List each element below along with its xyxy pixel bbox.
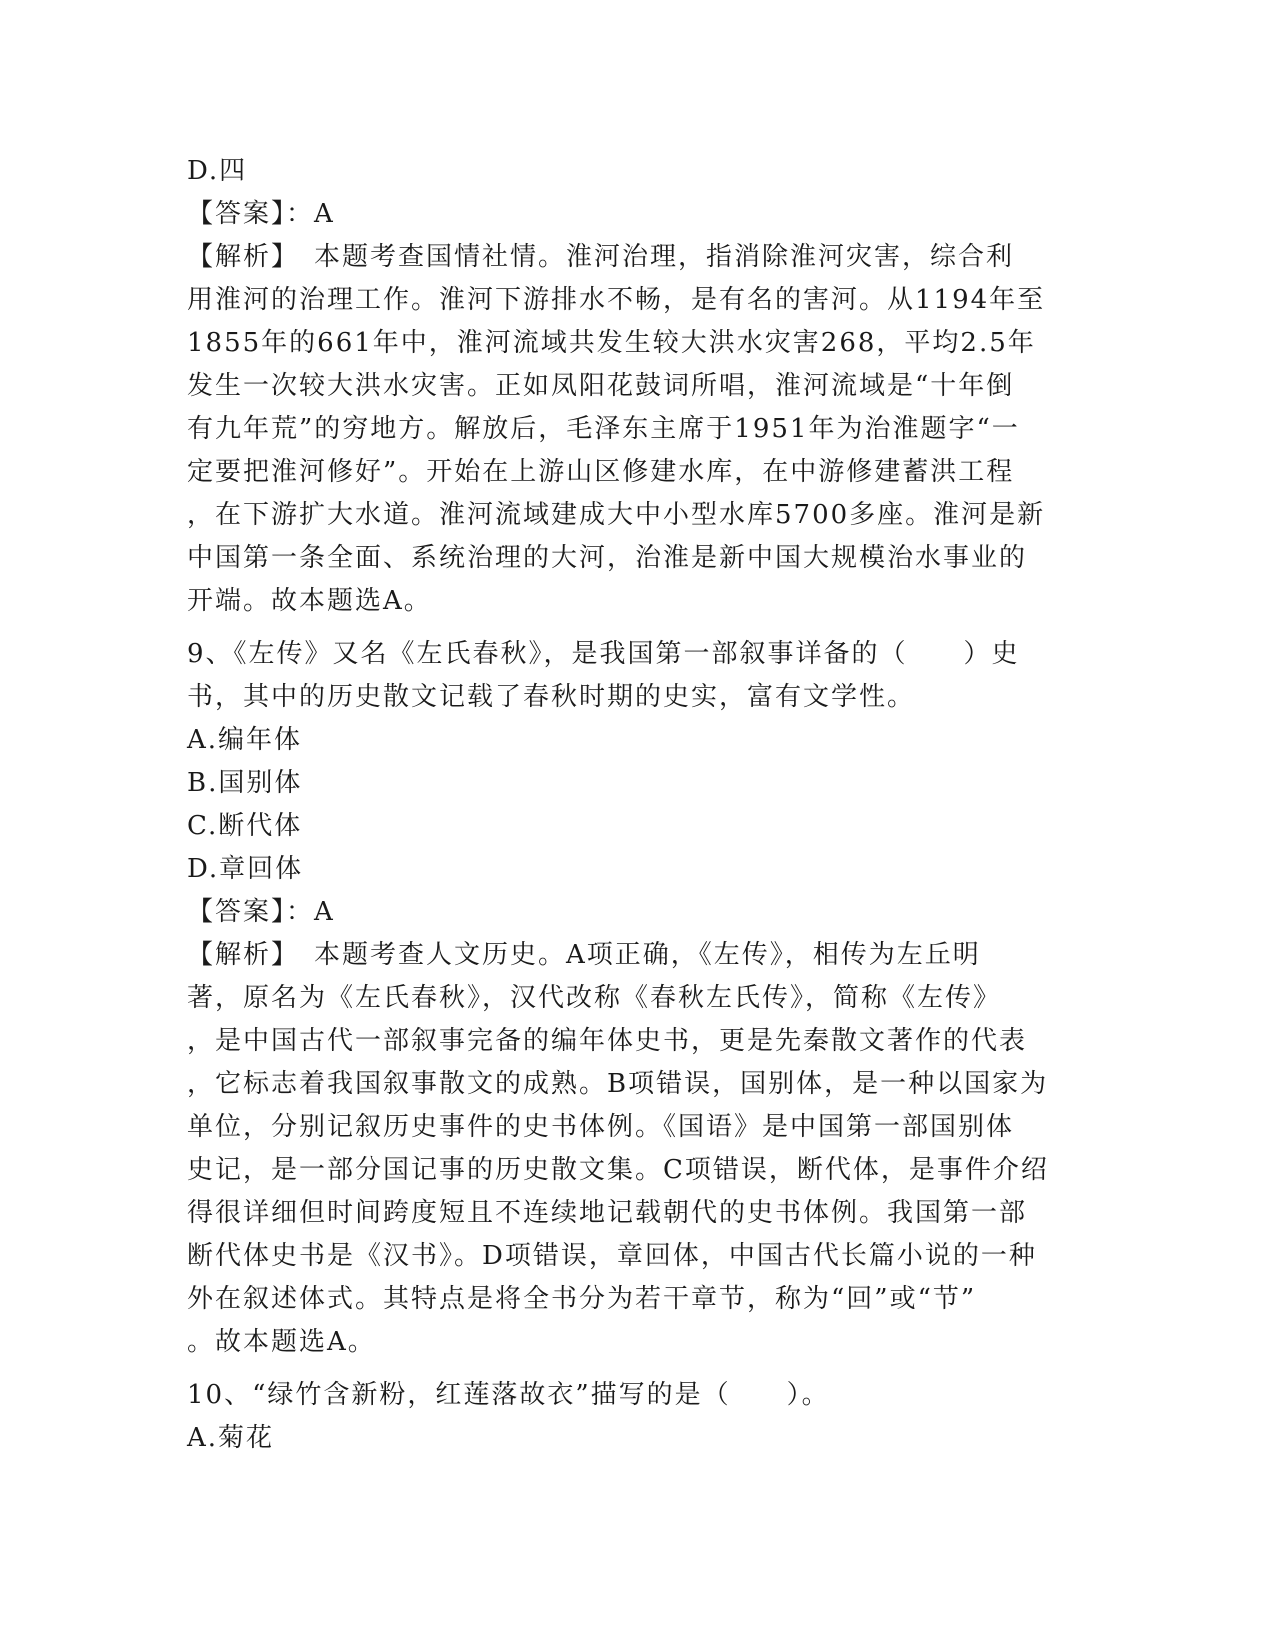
q9-analysis-line: ，它标志着我国叙事散文的成熟。B项错误，国别体，是一种以国家为 bbox=[187, 1069, 1049, 1099]
q8-analysis bbox=[187, 236, 1087, 623]
q9-analysis-line: 外在叙述体式。其特点是将全书分为若干章节，称为“回”或“节” bbox=[187, 1284, 977, 1314]
q8-analysis-line: 中国第一条全面、系统治理的大河，治淮是新中国大规模治水事业的 bbox=[187, 543, 1028, 573]
q9-question-line: 书，其中的历史散文记载了春秋时期的史实，富有文学性。 bbox=[187, 682, 916, 712]
q8-analysis-line: 有九年荒”的穷地方。解放后，毛泽东主席于1951年为治淮题字“一 bbox=[187, 414, 1020, 444]
q8-analysis-line: ，在下游扩大水道。淮河流域建成大中小型水库5700多座。淮河是新 bbox=[187, 500, 1046, 530]
q8-analysis-line: 用淮河的治理工作。淮河下游排水不畅，是有名的害河。从1194年至 bbox=[187, 285, 1046, 315]
q9-question bbox=[187, 633, 1087, 719]
q9-option-d: D.章回体 bbox=[187, 854, 304, 884]
q9-analysis-line: 得很详细但时间跨度短且不连续地记载朝代的史书体例。我国第一部 bbox=[187, 1198, 1028, 1228]
q9-option-b: B.国别体 bbox=[187, 768, 303, 798]
q9-analysis-line: ，是中国古代一部叙事完备的编年体史书，更是先秦散文著作的代表 bbox=[187, 1026, 1028, 1056]
q8-answer: 【答案】：A bbox=[187, 199, 335, 229]
q9-question-line: 9、《左传》又名《左氏春秋》，是我国第一部叙事详备的（ ）史 bbox=[187, 639, 1020, 669]
q9-option-c: C.断代体 bbox=[187, 811, 303, 841]
q8-analysis-line: 发生一次较大洪水灾害。正如凤阳花鼓词所唱，淮河流域是“十年倒 bbox=[187, 371, 1015, 401]
q9-options bbox=[187, 719, 1087, 891]
q9-answer: 【答案】：A bbox=[187, 897, 335, 927]
document-page bbox=[187, 150, 1087, 1460]
q8-analysis-line: 定要把淮河修好”。开始在上游山区修建水库，在中游修建蓄洪工程 bbox=[187, 457, 1015, 487]
q9-option-a: A.编年体 bbox=[187, 725, 303, 755]
q8-analysis-line: 【解析】 本题考查国情社情。淮河治理，指消除淮河灾害，综合利 bbox=[187, 242, 1015, 272]
q9-analysis bbox=[187, 934, 1087, 1364]
q9-analysis-line: 断代体史书是《汉书》。D项错误，章回体，中国古代长篇小说的一种 bbox=[187, 1241, 1037, 1271]
q9-analysis-line: 著，原名为《左氏春秋》，汉代改称《春秋左氏传》，简称《左传》 bbox=[187, 983, 1002, 1013]
q9-analysis-line: 【解析】 本题考查人文历史。A项正确，《左传》，相传为左丘明 bbox=[187, 940, 981, 970]
q9-analysis-line: 。故本题选A。 bbox=[187, 1327, 376, 1357]
q9-analysis-line: 史记，是一部分国记事的历史散文集。C项错误，断代体，是事件介绍 bbox=[187, 1155, 1049, 1185]
q9-analysis-line: 单位，分别记叙历史事件的史书体例。《国语》是中国第一部国别体 bbox=[187, 1112, 1015, 1142]
q10-option-a: A.菊花 bbox=[187, 1423, 275, 1453]
q8-option-d: D.四 bbox=[187, 156, 248, 186]
q10-question: 10、“绿竹含新粉，红莲落故衣”描写的是（ ）。 bbox=[187, 1380, 830, 1410]
q8-analysis-line: 1855年的661年中，淮河流域共发生较大洪水灾害268，平均2.5年 bbox=[187, 328, 1036, 358]
q8-analysis-line: 开端。故本题选A。 bbox=[187, 586, 432, 616]
